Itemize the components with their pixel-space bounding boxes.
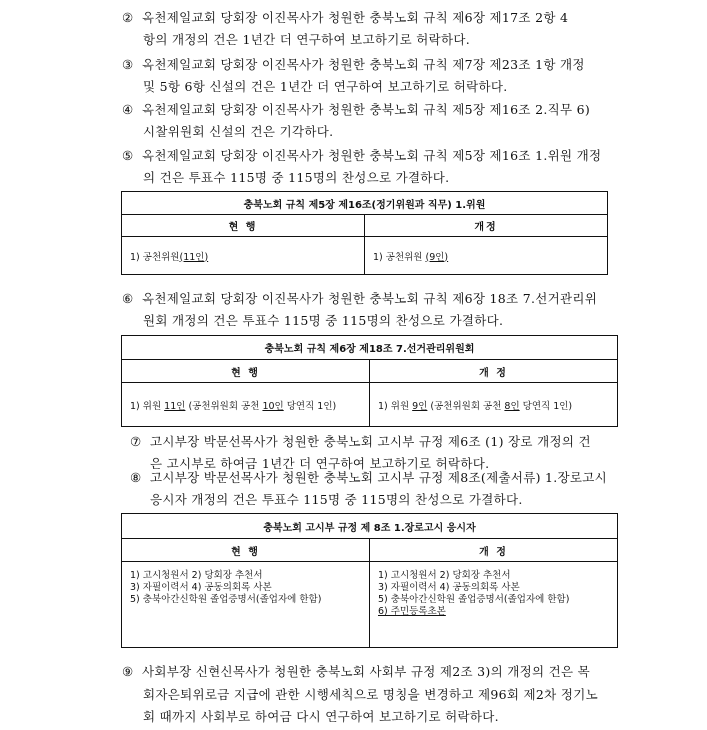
amendment-table-3 xyxy=(121,513,618,648)
column-header-revised: 개정 xyxy=(365,215,608,237)
column-header-current: 현 행 xyxy=(122,360,370,383)
list-item: 1) 고시청원서 2) 당회장 추천서 xyxy=(378,570,511,581)
list-item: 1) 고시청원서 2) 당회장 추천서 xyxy=(130,570,263,581)
item-text-line1: 옥천제일교회 당회장 이진목사가 청원한 충북노회 규칙 제5장 제16조 2.직무 6) xyxy=(142,102,591,117)
item-text-line1: 사회부장 신현신목사가 청원한 충북노회 사회부 규정 제2조 3)의 개정의 건은 목 xyxy=(142,664,591,679)
list-item: 5) 충북아간신학원 졸업증명서(졸업자에 한함) xyxy=(130,594,322,605)
list-item: 3) 자필이력서 4) 공동의회록 사본 xyxy=(378,582,520,593)
cell-revised: 1) 공천위원 (9인) xyxy=(365,237,608,275)
amendment-table-1 xyxy=(121,191,608,275)
list-item-added: 6) 주민등록초본 xyxy=(378,606,446,617)
item-number: ④ xyxy=(122,102,134,117)
item-4 xyxy=(122,99,590,122)
cell-revised xyxy=(370,562,618,648)
item-4-continued: 시찰위원회 신설의 건은 기각하다. xyxy=(143,124,334,139)
item-text-line1: 옥천제일교회 당회장 이진목사가 청원한 충북노회 규칙 제6장 18조 7.선거관리위 xyxy=(142,291,598,306)
cell-revised: 1) 위원 9인 (공천위원회 공천 8인 당연직 1인) xyxy=(370,383,618,427)
table-title: 충북노회 고시부 규정 제 8조 1.장로고시 응시자 xyxy=(122,514,618,539)
column-header-current: 현 행 xyxy=(122,539,370,562)
item-3-continued: 및 5항 6항 신설의 건은 1년간 더 연구하여 보고하기로 허락하다. xyxy=(143,79,508,94)
underlined-value: (9인) xyxy=(425,251,449,263)
item-number: ③ xyxy=(122,57,134,72)
item-9 xyxy=(122,661,590,684)
item-5-continued: 의 건은 투표수 115명 중 115명의 찬성으로 가결하다. xyxy=(143,170,450,185)
item-text-line1: 옥천제일교회 당회장 이진목사가 청원한 충북노회 규칙 제7장 제23조 1항 개정 xyxy=(142,57,585,72)
item-6 xyxy=(122,288,597,311)
item-number: ⑨ xyxy=(122,664,134,679)
cell-current: 1) 위원 11인 (공천위원회 공천 10인 당연직 1인) xyxy=(122,383,370,427)
item-text-line1: 옥천제일교회 당회장 이진목사가 청원한 충북노회 규칙 제6장 제17조 2항 4 xyxy=(142,10,569,25)
item-2-continued: 항의 개정의 건은 1년간 더 연구하여 보고하기로 허락하다. xyxy=(143,32,471,47)
item-8-continued: 응시자 개정의 건은 투표수 115명 중 115명의 찬성으로 가결하다. xyxy=(150,492,523,507)
item-number: ⑥ xyxy=(122,291,134,306)
item-9-continued-2: 회 때까지 사회부로 하여금 다시 연구하여 보고하기로 허락하다. xyxy=(143,709,499,724)
table-title: 충북노회 규칙 제6장 제18조 7.선거관리위원회 xyxy=(122,336,618,360)
item-8 xyxy=(130,467,607,490)
column-header-revised: 개 정 xyxy=(370,539,618,562)
column-header-revised: 개 정 xyxy=(370,360,618,383)
table-title: 충북노회 규칙 제5장 제16조(정기위원과 직무) 1.위원 xyxy=(122,192,608,215)
item-2 xyxy=(122,7,568,30)
underlined-value: (11인) xyxy=(179,251,209,263)
item-number: ⑤ xyxy=(122,148,134,163)
cell-current xyxy=(122,562,370,648)
item-number: ⑧ xyxy=(130,470,142,485)
item-text-line1: 고시부장 박문선목사가 청원한 충북노회 고시부 규정 제8조(제출서류) 1.장로고시 xyxy=(150,470,608,485)
amendment-table-2 xyxy=(121,335,618,427)
item-7 xyxy=(130,431,591,454)
item-7-continued: 은 고시부로 하여금 1년간 더 연구하여 보고하기로 허락하다. xyxy=(150,456,490,471)
item-text-line1: 고시부장 박문선목사가 청원한 충북노회 고시부 규정 제6조 (1) 장로 개정의 건 xyxy=(150,434,591,449)
item-9-continued-1: 회자은퇴위로금 지급에 관한 시행세칙으로 명칭을 변경하고 제96회 제2차 정기노 xyxy=(143,687,598,702)
item-6-continued: 원회 개정의 건은 투표수 115명 중 115명의 찬성으로 가결하다. xyxy=(143,313,504,328)
cell-current: 1) 공천위원(11인) xyxy=(122,237,365,275)
item-5 xyxy=(122,145,601,168)
item-number: ⑦ xyxy=(130,434,142,449)
item-text-line1: 옥천제일교회 당회장 이진목사가 청원한 충북노회 규칙 제5장 제16조 1.위원 개정 xyxy=(142,148,602,163)
column-header-current: 현 행 xyxy=(122,215,365,237)
list-item: 3) 자필이력서 4) 공동의회록 사본 xyxy=(130,582,272,593)
item-number: ② xyxy=(122,10,134,25)
list-item: 5) 충북아간신학원 졸업증명서(졸업자에 한함) xyxy=(378,594,570,605)
item-3 xyxy=(122,54,585,77)
